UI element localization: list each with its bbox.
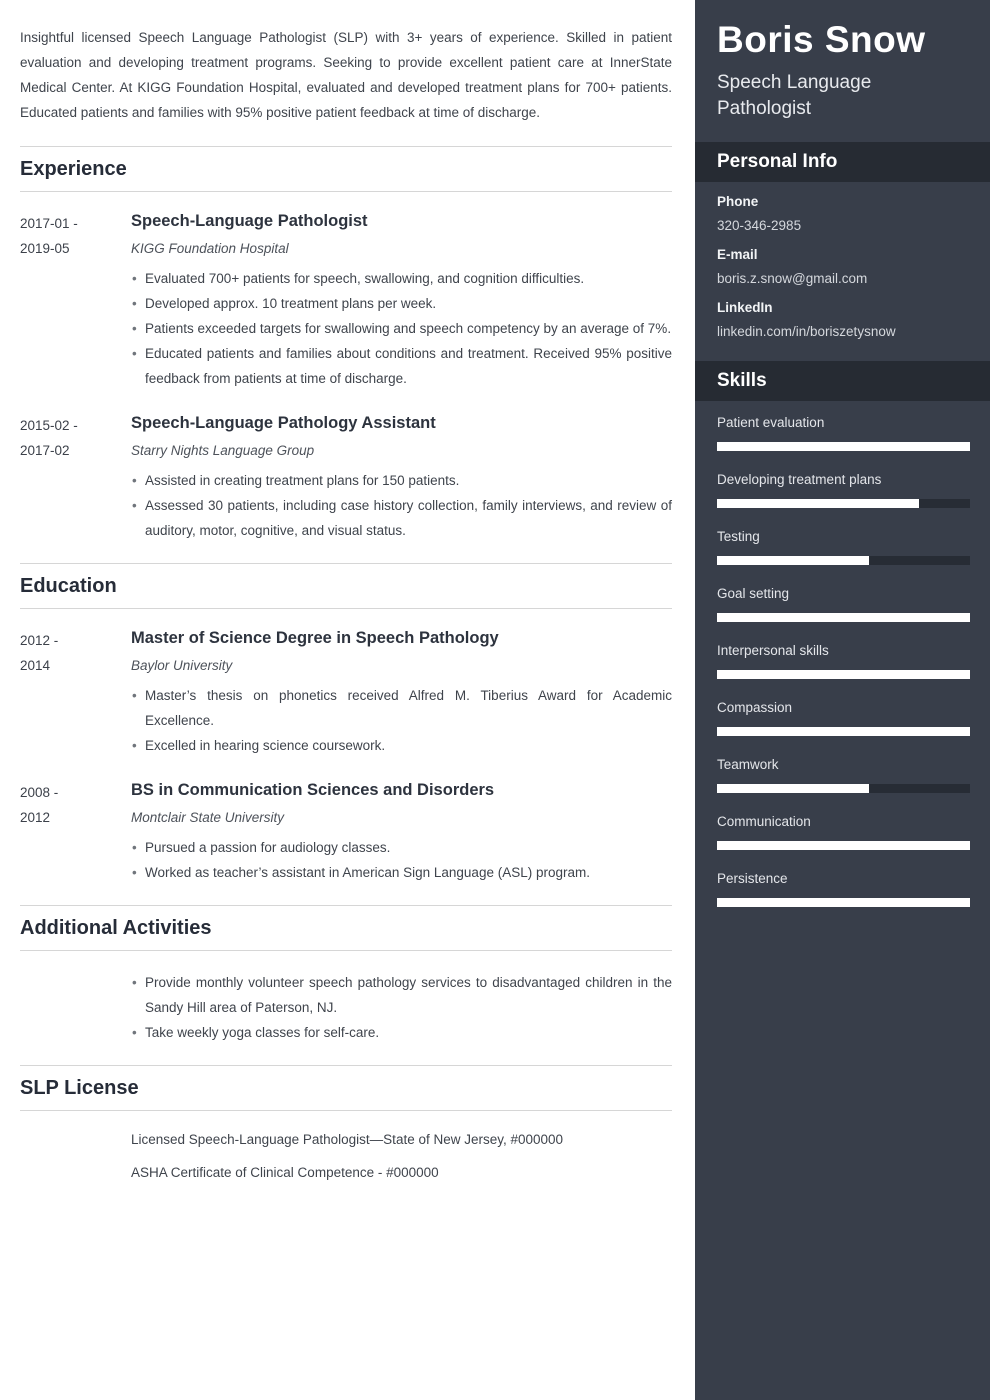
- skill-bar-track: [717, 841, 970, 850]
- skill-bar-track: [717, 499, 970, 508]
- entry-date-to: 2017-02: [20, 443, 70, 458]
- skill-bar-fill: [717, 841, 970, 850]
- sidebar: [695, 0, 990, 1400]
- entry-date-to: 2014: [20, 658, 51, 673]
- entry-dates: [20, 411, 131, 543]
- bullet-item: • Worked as teacher’s assistant in American Sign Language (ASL) program.: [131, 860, 672, 885]
- entry-title: Master of Science Degree in Speech Pathology: [131, 629, 499, 647]
- skill-label: Teamwork: [717, 757, 779, 772]
- skill-bar-track: [717, 613, 970, 622]
- skill-bar-track: [717, 442, 970, 451]
- entry-content: [131, 209, 672, 391]
- section-items: [20, 1111, 672, 1216]
- skill-item: [717, 757, 970, 793]
- bullet-item: • Assessed 30 patients, including case history collection, family interviews, and review of auditory, motor, cognitive, and visual status.: [131, 493, 672, 543]
- skills-heading: Skills: [695, 361, 990, 401]
- personal-info-heading: Personal Info: [695, 142, 990, 182]
- entry-bullets: [131, 266, 672, 391]
- entry-row: [20, 1128, 672, 1196]
- sections-container: [20, 146, 672, 1216]
- entry-date-from: 2008 -: [20, 785, 59, 800]
- entry-date-to: 2019-05: [20, 241, 70, 256]
- contact-value: linkedin.com/in/boriszetysnow: [717, 324, 896, 339]
- skill-label: Developing treatment plans: [717, 472, 882, 487]
- section-title: Experience: [20, 146, 672, 192]
- entry-row: [20, 411, 672, 543]
- entry-bullets: [131, 468, 672, 543]
- entry-dates: [20, 626, 131, 758]
- section-items: [20, 609, 672, 905]
- person-name: Boris Snow: [717, 19, 926, 60]
- section: [20, 563, 672, 905]
- entry-bullets: [131, 835, 672, 885]
- entry-title: Speech-Language Pathology Assistant: [131, 414, 436, 432]
- bullet-item: • Developed approx. 10 treatment plans per week.: [131, 291, 672, 316]
- skill-label: Communication: [717, 814, 811, 829]
- person-role: Speech Language Pathologist: [717, 72, 872, 119]
- skill-bar-fill: [717, 898, 970, 907]
- skill-item: [717, 700, 970, 736]
- contact-label: Phone: [717, 194, 759, 209]
- contact-label: LinkedIn: [717, 300, 773, 315]
- skill-item: [717, 586, 970, 622]
- entry-date-from: 2012 -: [20, 633, 59, 648]
- contact-item: [717, 300, 970, 339]
- entry-row: [20, 209, 672, 391]
- skill-bar-track: [717, 556, 970, 565]
- summary-paragraph: Insightful licensed Speech Language Pathologist (SLP) with 3+ years of experience. Skilled in patient evaluation and developing treatment programs. Seeking to provide excellent patient care at InnerState Medical Center. At KIGG Foundation Hospital, evaluated and developed treatment plans for 700+ patients. Educated patients and families with 95% positive patient feedback at time of discharge.: [20, 30, 672, 120]
- bullet-item: • Patients exceeded targets for swallowing and speech competency by an average of 7%.: [131, 316, 672, 341]
- skill-label: Patient evaluation: [717, 415, 825, 430]
- bullet-item: • Provide monthly volunteer speech pathology services to disadvantaged children in the Sandy Hill area of Paterson, NJ.: [131, 970, 672, 1020]
- skill-bar-fill: [717, 556, 869, 565]
- skill-bar-track: [717, 670, 970, 679]
- entry-content: [131, 968, 672, 1045]
- entry-dates: [20, 968, 131, 1045]
- bullet-item: • Pursued a passion for audiology classes.: [131, 835, 672, 860]
- skill-label: Testing: [717, 529, 760, 544]
- skill-item: [717, 529, 970, 565]
- skill-bar-fill: [717, 784, 869, 793]
- entry-content: [131, 778, 672, 885]
- entry-row: [20, 626, 672, 758]
- entry-title: Speech-Language Pathologist: [131, 212, 368, 230]
- personal-info-list: [695, 182, 990, 361]
- skill-item: [717, 814, 970, 850]
- section-items: [20, 192, 672, 563]
- skill-item: [717, 472, 970, 508]
- entry-date-from: 2015-02 -: [20, 418, 78, 433]
- entry-dates: [20, 778, 131, 885]
- contact-label: E-mail: [717, 247, 758, 262]
- section: [20, 905, 672, 1065]
- entry-content: [131, 411, 672, 543]
- skill-item: [717, 643, 970, 679]
- entry-subtitle: Montclair State University: [131, 810, 285, 825]
- section-title: Education: [20, 563, 672, 609]
- bullet-item: • Assisted in creating treatment plans for 150 patients.: [131, 468, 672, 493]
- bullet-item: • Excelled in hearing science coursework.: [131, 733, 672, 758]
- entry-subtitle: KIGG Foundation Hospital: [131, 241, 289, 256]
- entry-bullets: [131, 683, 672, 758]
- skill-label: Compassion: [717, 700, 793, 715]
- bullet-item: • Take weekly yoga classes for self-care.: [131, 1020, 672, 1045]
- entry-title: BS in Communication Sciences and Disorders: [131, 781, 495, 799]
- skill-label: Persistence: [717, 871, 788, 886]
- entry-subtitle: Starry Nights Language Group: [131, 443, 315, 458]
- entry-date-from: 2017-01 -: [20, 216, 78, 231]
- entry-content: [131, 1128, 672, 1196]
- skill-bar-fill: [717, 727, 970, 736]
- bullet-item: • Educated patients and families about conditions and treatment. Received 95% positive feedback from patients at time of discharge.: [131, 341, 672, 391]
- skill-bar-fill: [717, 499, 919, 508]
- entry-dates: [20, 209, 131, 391]
- entry-row: [20, 968, 672, 1045]
- skill-bar-track: [717, 727, 970, 736]
- skill-bar-track: [717, 898, 970, 907]
- license-line: Licensed Speech-Language Pathologist—State of New Jersey, #000000: [131, 1132, 564, 1147]
- skill-bar-fill: [717, 670, 970, 679]
- skills-list: [695, 401, 990, 907]
- skill-item: [717, 871, 970, 907]
- entry-date-to: 2012: [20, 810, 51, 825]
- contact-value: boris.z.snow@gmail.com: [717, 271, 868, 286]
- skill-bar-fill: [717, 442, 970, 451]
- section-title: SLP License: [20, 1065, 672, 1111]
- entry-bullets: [131, 970, 672, 1045]
- contact-value: 320-346-2985: [717, 218, 802, 233]
- entry-dates: [20, 1128, 131, 1196]
- sidebar-header: [695, 0, 990, 142]
- license-line: ASHA Certificate of Clinical Competence - #000000: [131, 1165, 439, 1180]
- entry-subtitle: Baylor University: [131, 658, 233, 673]
- entry-row: [20, 778, 672, 885]
- skill-item: [717, 415, 970, 451]
- section: [20, 1065, 672, 1216]
- skill-bar-fill: [717, 613, 970, 622]
- section-title: Additional Activities: [20, 905, 672, 951]
- skill-label: Interpersonal skills: [717, 643, 829, 658]
- contact-item: [717, 247, 970, 286]
- section-items: [20, 951, 672, 1065]
- bullet-item: • Master’s thesis on phonetics received Alfred M. Tiberius Award for Academic Excellence.: [131, 683, 672, 733]
- skill-label: Goal setting: [717, 586, 790, 601]
- entry-content: [131, 626, 672, 758]
- skill-bar-track: [717, 784, 970, 793]
- bullet-item: • Evaluated 700+ patients for speech, swallowing, and cognition difficulties.: [131, 266, 672, 291]
- section: [20, 146, 672, 563]
- contact-item: [717, 194, 970, 233]
